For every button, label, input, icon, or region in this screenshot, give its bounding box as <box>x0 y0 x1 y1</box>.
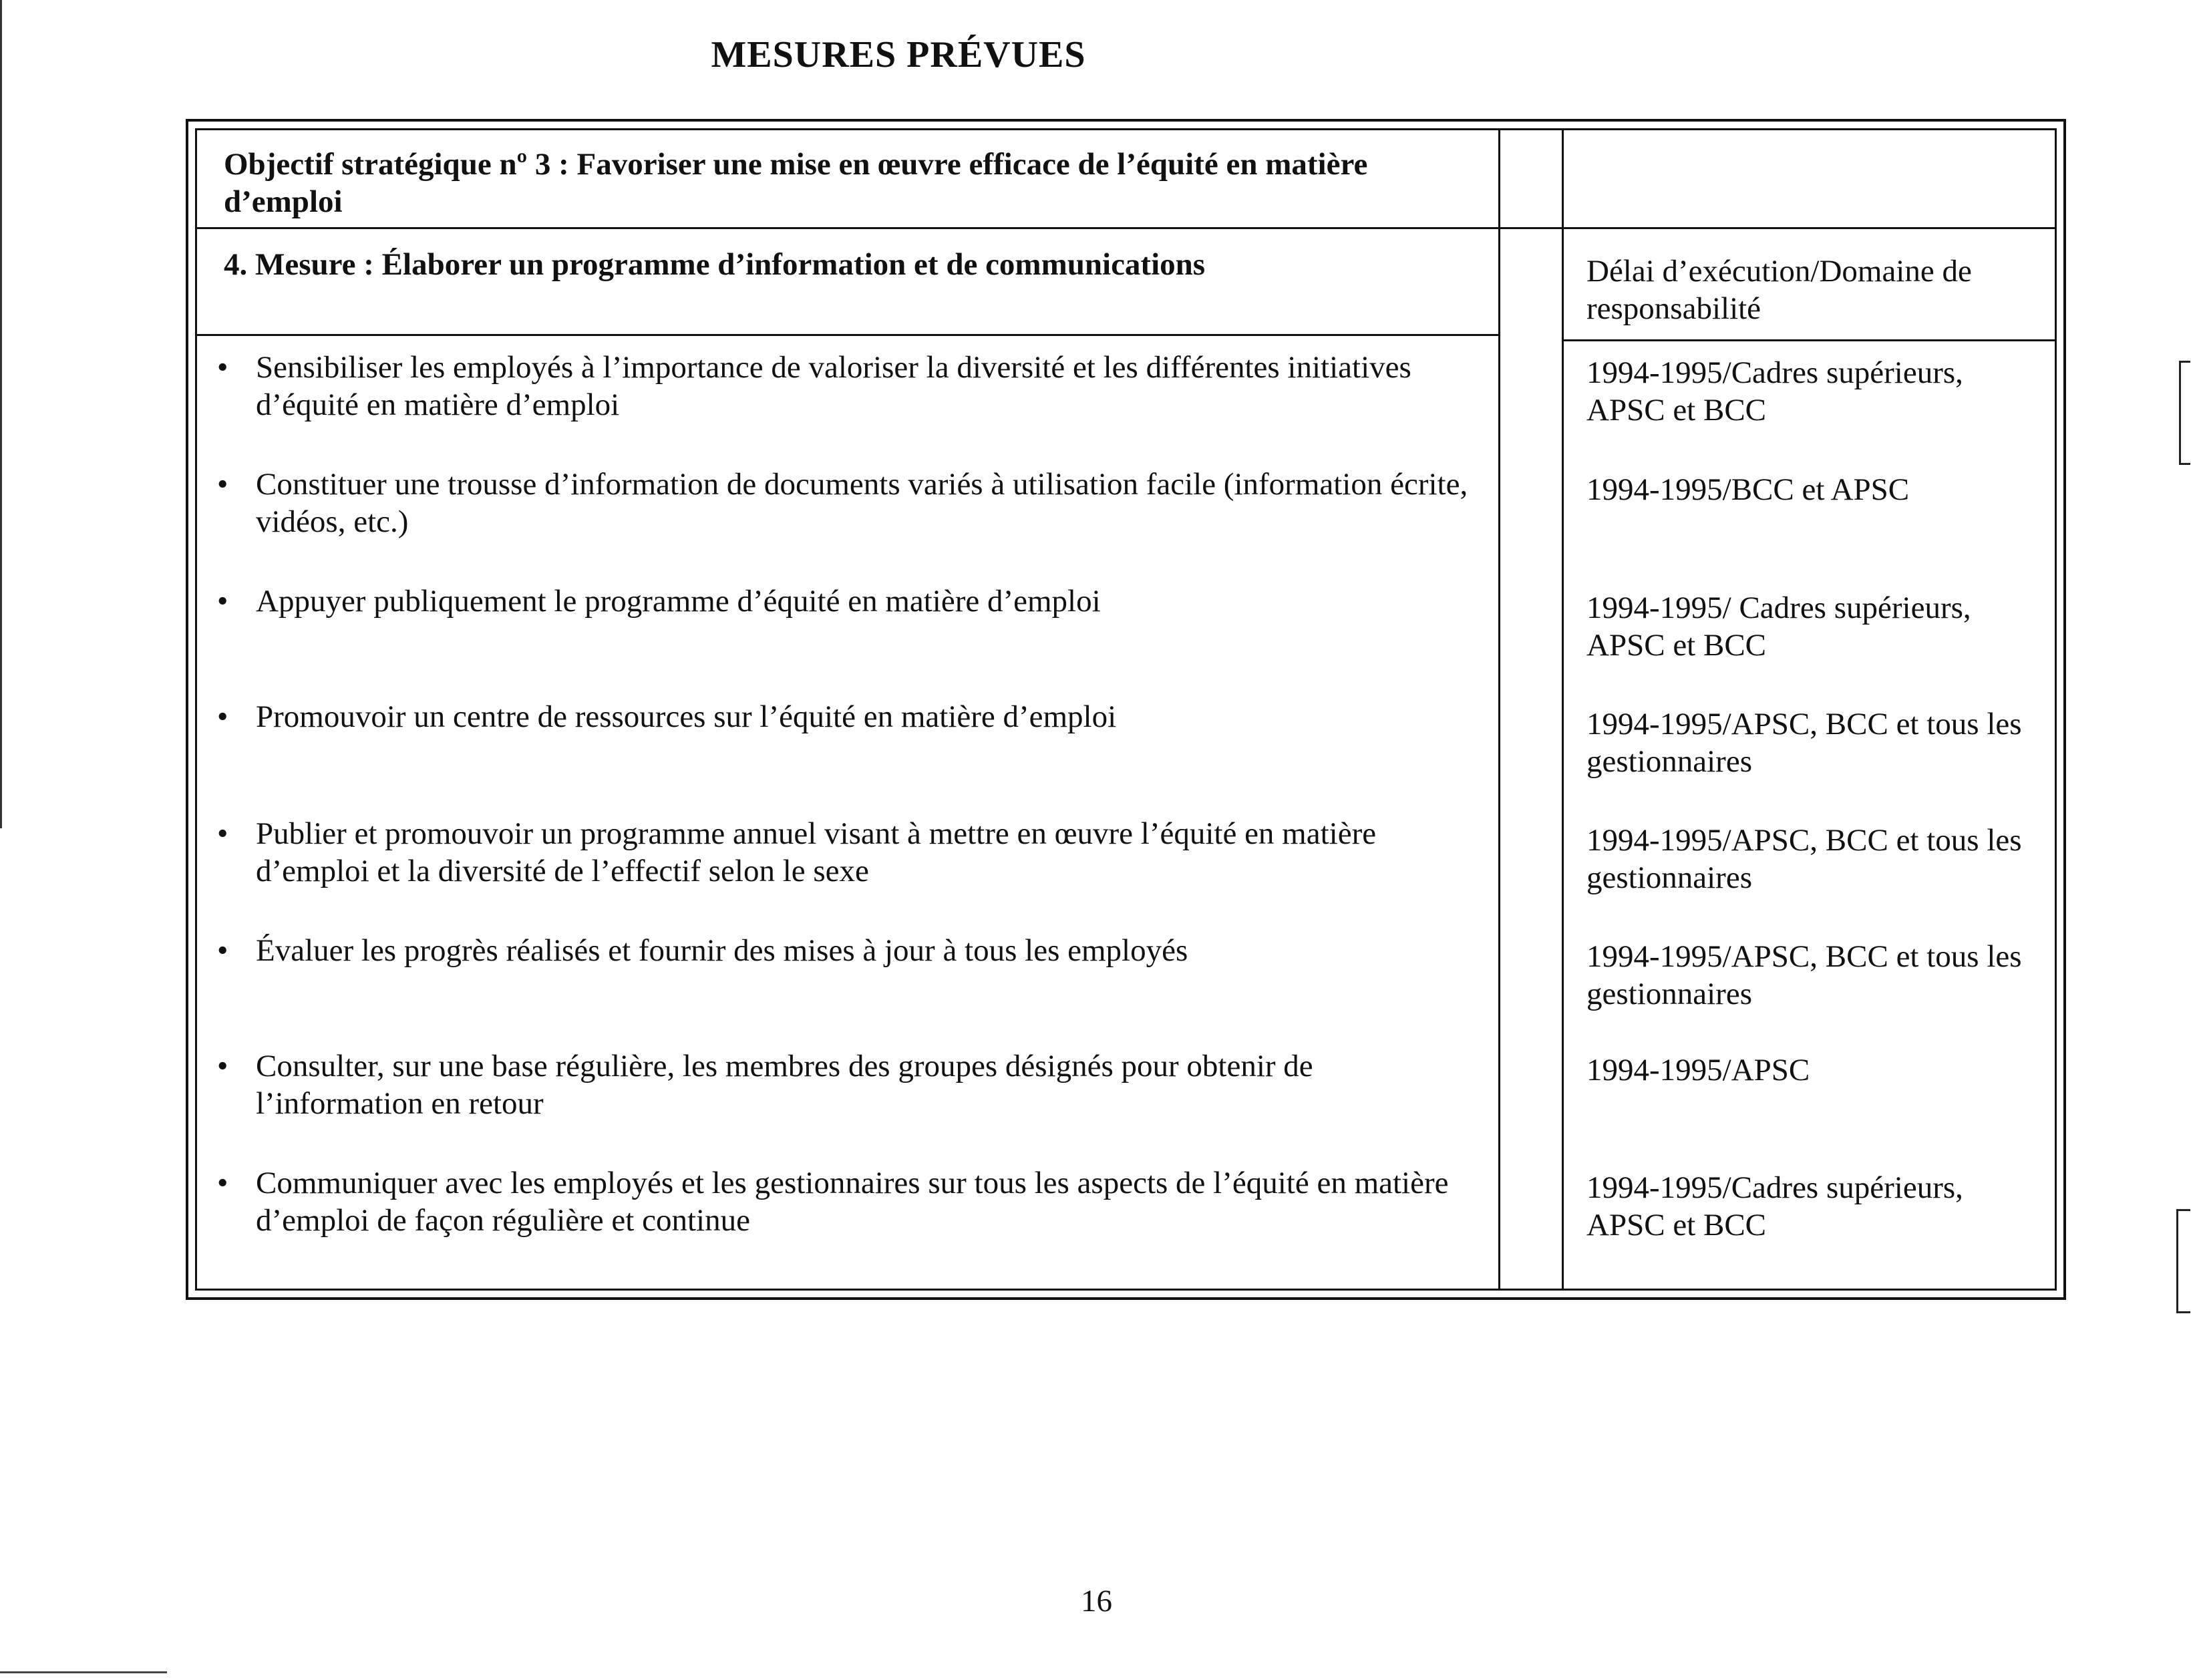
list-item-text: Consulter, sur une base régulière, les membres des groupes désignés pour obtenir de l’information en retour <box>256 1049 1313 1121</box>
list-item-responsibility: 1994-1995/Cadres supérieurs, APSC et BCC <box>1586 1170 1963 1242</box>
list-item-responsibility: 1994-1995/APSC, BCC et tous les gestionnaires <box>1586 707 2022 779</box>
objective-heading: Objectif stratégique nº 3 : Favoriser une mise en œuvre efficace de l’équité en matière d’emploi <box>224 147 1368 219</box>
list-item-text: Constituer une trousse d’information de documents variés à utilisation facile (information écrite, vidéos, etc.) <box>256 467 1468 539</box>
column-divider-1 <box>1498 128 1500 1291</box>
list-item-text: Communiquer avec les employés et les gestionnaires sur tous les aspects de l’équité en matière d’emploi de façon régulière et continue <box>256 1166 1449 1238</box>
list-item-responsibility: 1994-1995/BCC et APSC <box>1586 472 1910 507</box>
list-item-text: Évaluer les progrès réalisés et fournir des mises à jour à tous les employés <box>256 933 1188 968</box>
list-item-text: Promouvoir un centre de ressources sur l’équité en matière d’emploi <box>256 699 1117 734</box>
list-item <box>217 698 1486 735</box>
scan-edge-bracket-mark <box>2179 361 2190 465</box>
row-divider-measure <box>195 334 1498 336</box>
bullet-icon: • <box>217 699 228 734</box>
row-divider-responsibility-header <box>1562 339 2057 341</box>
bullet-icon: • <box>217 467 228 502</box>
list-item-responsibility: 1994-1995/APSC, BCC et tous les gestionnaires <box>1586 939 2022 1011</box>
row-divider-objective <box>195 227 2057 229</box>
list-item-responsibility: 1994-1995/Cadres supérieurs, APSC et BCC <box>1586 355 1963 428</box>
bullet-icon: • <box>217 816 228 851</box>
list-item <box>217 1047 1486 1122</box>
scan-edge-bracket-mark <box>2176 1209 2190 1313</box>
measure-heading: 4. Mesure : Élaborer un programme d’information et de communications <box>224 247 1206 282</box>
bullet-icon: • <box>217 933 228 968</box>
bullet-icon: • <box>217 1049 228 1083</box>
page-title: MESURES PRÉVUES <box>711 34 1086 75</box>
list-item-text: Sensibiliser les employés à l’importance de valoriser la diversité et les différentes initiatives d’équité en matière d’emploi <box>256 350 1411 422</box>
list-item <box>217 815 1486 890</box>
bullet-icon: • <box>217 1166 228 1200</box>
list-item <box>217 932 1486 969</box>
list-item-responsibility: 1994-1995/ Cadres supérieurs, APSC et BCC <box>1586 591 1971 663</box>
list-item <box>217 349 1486 424</box>
bullet-icon: • <box>217 584 228 619</box>
list-item <box>217 1164 1486 1239</box>
list-item <box>217 582 1486 620</box>
scan-left-edge-rule <box>0 0 2 828</box>
list-item-responsibility: 1994-1995/APSC, BCC et tous les gestionnaires <box>1586 823 2022 895</box>
page-number: 16 <box>1081 1584 1112 1619</box>
column-divider-2 <box>1562 128 1564 1291</box>
list-item-text: Appuyer publiquement le programme d’équité en matière d’emploi <box>256 584 1101 619</box>
bullet-icon: • <box>217 350 228 385</box>
list-item-text: Publier et promouvoir un programme annuel visant à mettre en œuvre l’équité en matière d’emploi et la diversité de l’effectif selon le sexe <box>256 816 1377 888</box>
list-item <box>217 466 1486 540</box>
list-item-responsibility: 1994-1995/APSC <box>1586 1053 1810 1087</box>
scan-bottom-edge-rule <box>0 1671 167 1673</box>
responsibility-column-heading: Délai d’exécution/Domaine de responsabilité <box>1586 254 1972 326</box>
